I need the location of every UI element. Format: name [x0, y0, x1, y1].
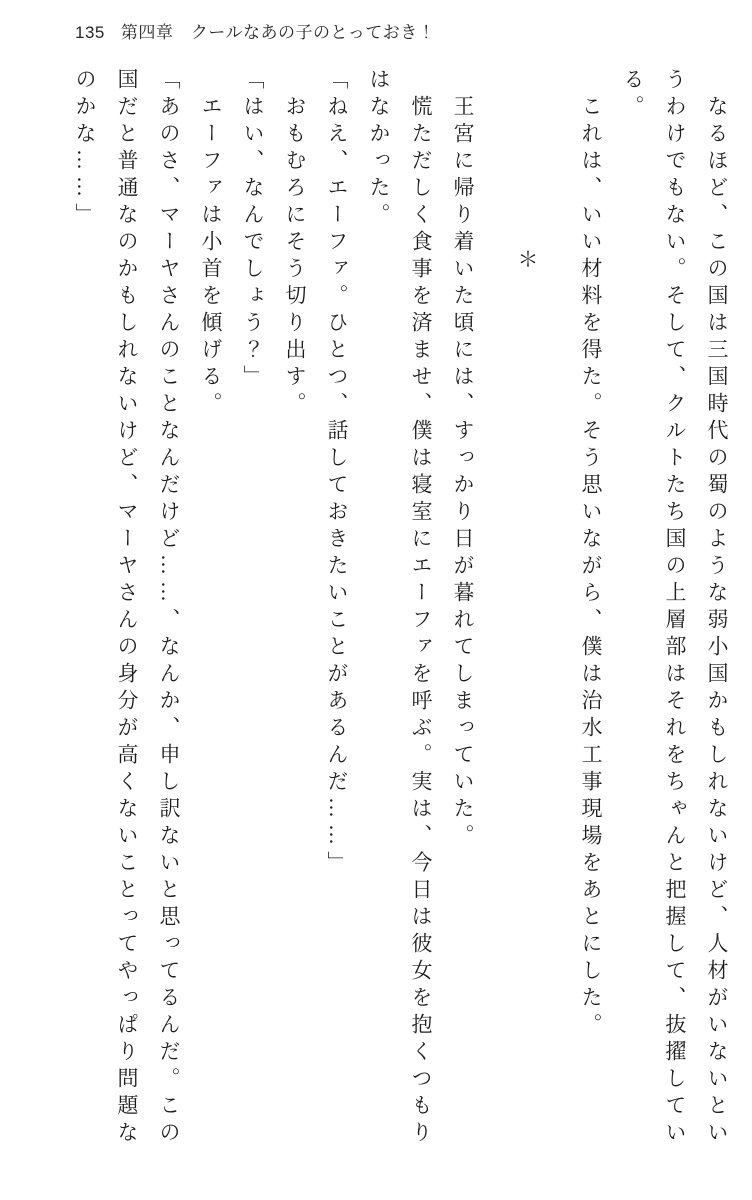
text-line: エーファは小首を傾げる。	[199, 95, 223, 419]
chapter-title: 第四章 クールなあの子のとっておき！	[120, 23, 436, 42]
text-line: る。	[621, 68, 645, 122]
text-line: 慌ただしく食事を済ませ、僕は寝室にエーファを呼ぶ。実は、今日は彼女を抱くつもり	[409, 95, 433, 1148]
text-line: 国だと普通なのかもしれないけど、マーヤさんの身分が高くないことってやっぱり問題な	[115, 68, 139, 1148]
text-block	[64, 68, 738, 1150]
page-number: 135	[75, 23, 105, 42]
text-line: はなかった。	[367, 68, 391, 230]
text-line: なるほど、この国は三国時代の蜀のような弱小国かもしれないけど、人材がいないとい	[705, 95, 729, 1148]
separator-asterisk: ＊	[515, 248, 539, 269]
text-line: 「あのさ、マーヤさんのことなんだけど……、なんか、申し訳ないと思ってるんだ。この	[157, 68, 181, 1148]
text-line: 「はい、なんでしょう？」	[241, 68, 265, 392]
text-line: 「ねえ、エーファ。ひとつ、話しておきたいことがあるんだ……」	[325, 68, 349, 878]
text-line: 王宮に帰り着いた頃には、すっかり日が暮れてしまっていた。	[451, 95, 475, 851]
text-line: おもむろにそう切り出す。	[283, 95, 307, 419]
section-separator	[506, 68, 548, 1150]
page-header	[75, 18, 435, 43]
text-line: うわけでもない。そして、クルトたち国の上層部はそれをちゃんと把握して、抜擢してい	[663, 68, 687, 1148]
text-line: のかな……」	[73, 68, 97, 230]
text-line: これは、いい材料を得た。そう思いながら、僕は治水工事現場をあとにした。	[579, 95, 603, 1040]
